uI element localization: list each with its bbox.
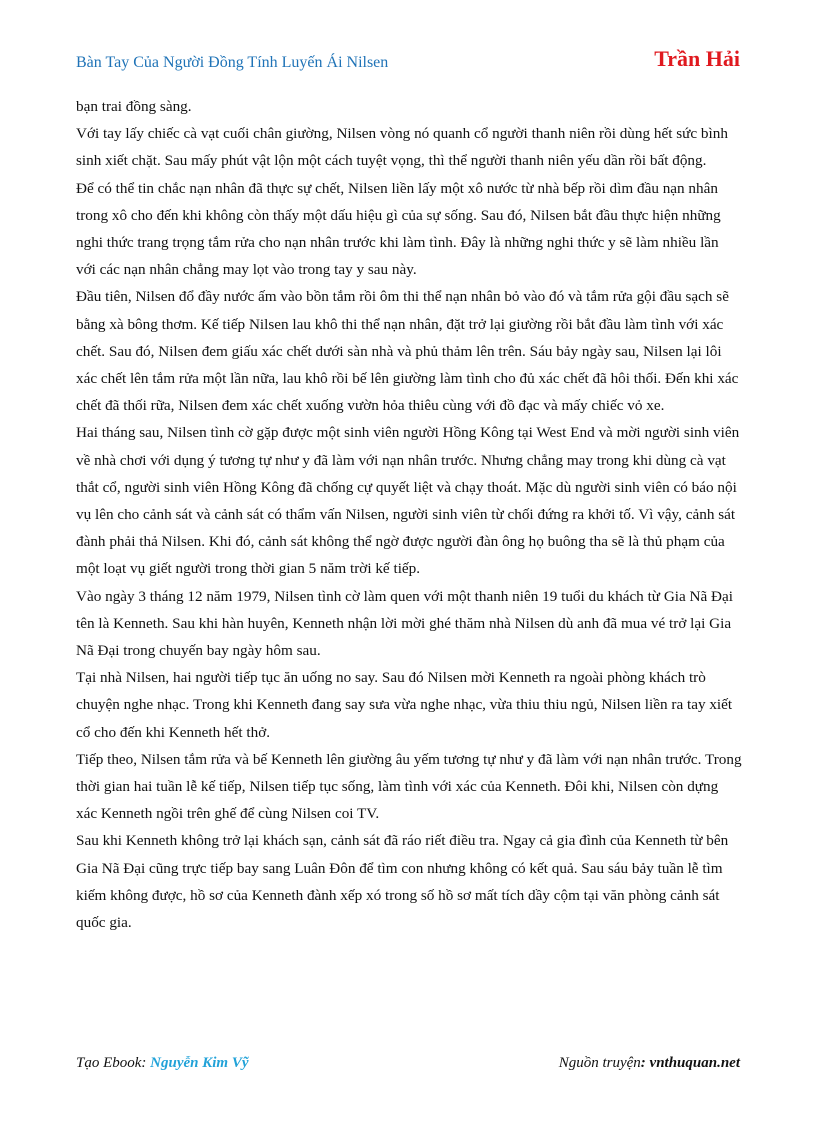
ebook-label: Tạo Ebook bbox=[76, 1055, 142, 1071]
page-header bbox=[76, 46, 740, 80]
paragraph: Với tay lấy chiếc cà vạt cuối chân giường, Nilsen vòng nó quanh cổ người thanh niên rồi dùng hết sức bình sinh xiết chặt. Sau mấy phút vật lộn một cách tuyệt vọng, thì thể người thanh niên yếu dần rồi bất động. bbox=[76, 125, 728, 170]
page-footer bbox=[76, 1055, 740, 1077]
paragraph: Vào ngày 3 tháng 12 năm 1979, Nilsen tình cờ làm quen với một thanh niên 19 tuổi du khách từ Gia Nã Đại tên là Kenneth. Sau khi hàn huyên, Kenneth nhận lời mời ghé thăm nhà Nilsen dù anh đã mua vé trở lại Gia Nã Đại trong chuyến bay ngày hôm sau. bbox=[76, 587, 733, 660]
source-label: Nguồn truyện bbox=[558, 1055, 641, 1071]
ebook-credit bbox=[76, 1055, 249, 1072]
paragraph: Đầu tiên, Nilsen đổ đầy nước ấm vào bồn tắm rồi ôm thi thể nạn nhân bỏ vào đó và tắm rửa gội đầu sạch sẽ bằng xà bông thơm. Kế tiếp Nilsen lau khô thi thể nạn nhân, đặt trở lại giường rồi bắt đầu làm tình với xác chết. Sau đó, Nilsen đem giấu xác chết dưới sàn nhà và phủ thảm lên trên. Sáu bảy ngày sau, Nilsen lại lôi xác chết lên tắm rửa một lần nữa, lau khô rồi bế lên giường làm tình cho đủ xác chết đã hôi thối. Đến khi xác chết đã thối rữa, Nilsen đem xác chết xuống vườn hỏa thiêu cùng với đồ đạc và mấy chiếc vỏ xe. bbox=[76, 288, 739, 415]
author-name: Trần Hải bbox=[654, 46, 740, 71]
paragraph: Sau khi Kenneth không trở lại khách sạn, cảnh sát đã ráo riết điều tra. Ngay cả gia đình của Kenneth từ bên Gia Nã Đại cũng trực tiếp bay sang Luân Đôn để tìm con nhưng không có kết quả. Sau sáu bảy tuần lễ tìm kiếm không được, hồ sơ của Kenneth đành xếp xó trong số hồ sơ mất tích dầy cộm tại văn phòng cảnh sát quốc gia. bbox=[76, 832, 729, 932]
book-title: Bàn Tay Của Người Đồng Tính Luyến Ái Nilsen bbox=[76, 54, 389, 71]
source-site-link[interactable]: vnthuquan.net bbox=[649, 1055, 740, 1071]
ebook-separator: : bbox=[141, 1055, 151, 1071]
paragraph: Tại nhà Nilsen, hai người tiếp tục ăn uống no say. Sau đó Nilsen mời Kenneth ra ngoài phòng khách trò chuyện nghe nhạc. Trong khi Kenneth đang say sưa vừa nghe nhạc, vừa thiu thiu ngủ, Nilsen liền ra tay xiết cổ cho đến khi Kenneth hết thở. bbox=[76, 669, 733, 741]
source-separator: : bbox=[640, 1055, 650, 1071]
source-credit bbox=[559, 1055, 740, 1072]
paragraph: Tiếp theo, Nilsen tắm rửa và bế Kenneth lên giường âu yếm tương tự như y đã làm với nạn nhân trước. Trong thời gian hai tuần lễ kế tiếp, Nilsen tiếp tục sống, làm tình với xác của Kenneth. Đôi khi, Nilsen còn dựng xác Kenneth ngồi trên ghế để cùng Nilsen coi TV. bbox=[76, 750, 742, 823]
body-text bbox=[76, 93, 742, 936]
paragraph: bạn trai đồng sàng. bbox=[76, 98, 192, 115]
paragraph: Hai tháng sau, Nilsen tình cờ gặp được một sinh viên người Hồng Kông tại West End và mời người sinh viên về nhà chơi với dụng ý tương tự như y đã làm với nạn nhân trước. Nhưng chẳng may trong khi dùng cà vạt thắt cổ, người sinh viên Hồng Kông đã chống cự quyết liệt và chạy thoát. Mặc dù người sinh viên có báo nội vụ lên cho cảnh sát và cảnh sát có thẩm vấn Nilsen, người sinh viên từ chối đứng ra khởi tố. Vì vậy, cảnh sát đành phải thả Nilsen. Khi đó, cảnh sát không thể ngờ được người đàn ông họ buông tha sẽ là thủ phạm của một loạt vụ giết người trong thời gian 5 năm trời kế tiếp. bbox=[76, 424, 740, 578]
ebook-creator-name: Nguyễn Kim Vỹ bbox=[150, 1055, 249, 1071]
paragraph: Để có thể tin chắc nạn nhân đã thực sự chết, Nilsen liền lấy một xô nước từ nhà bếp rồi dìm đầu nạn nhân trong xô cho đến khi không còn thấy một dấu hiệu gì của sự sống. Sau đó, Nilsen bắt đầu thực hiện những nghi thức trang trọng tắm rửa cho nạn nhân trước khi làm tình. Đây là những nghi thức y sẽ làm nhiều lần với các nạn nhân chẳng may lọt vào trong tay y sau này. bbox=[76, 179, 721, 279]
